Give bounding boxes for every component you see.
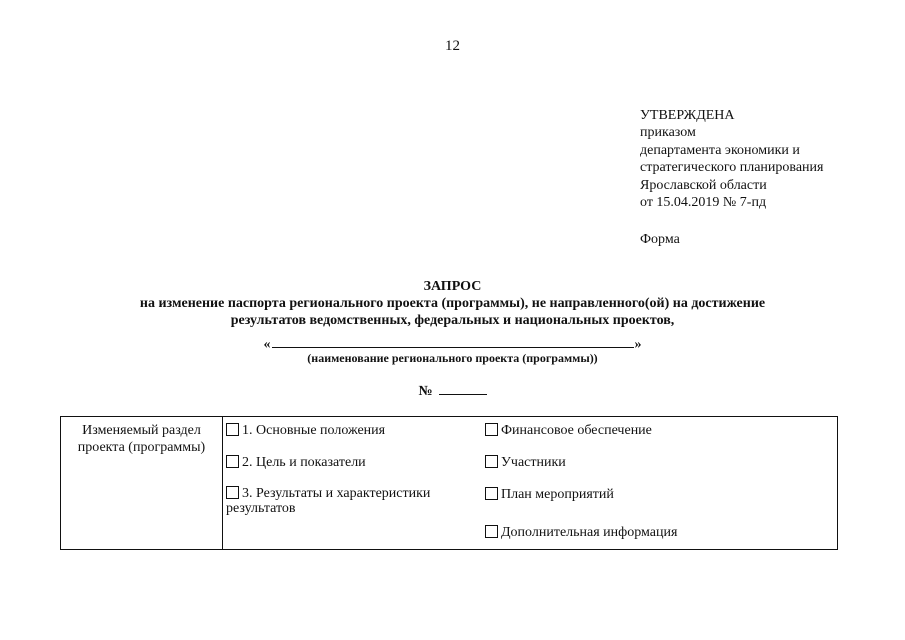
option-action-plan[interactable] bbox=[485, 487, 614, 502]
document-title bbox=[0, 278, 905, 329]
checkbox-icon[interactable] bbox=[485, 487, 498, 500]
title-heading: ЗАПРОС bbox=[423, 279, 482, 294]
option-main-provisions[interactable] bbox=[226, 423, 385, 438]
open-quote: « bbox=[263, 337, 271, 352]
close-quote: » bbox=[634, 337, 642, 352]
checkbox-icon[interactable] bbox=[485, 525, 498, 538]
checkbox-icon[interactable] bbox=[226, 486, 239, 499]
checkbox-icon[interactable] bbox=[226, 455, 239, 468]
option-label: План мероприятий bbox=[501, 487, 614, 502]
approval-line: стратегического планирования bbox=[640, 160, 824, 176]
option-results[interactable] bbox=[226, 486, 466, 516]
option-label: Участники bbox=[501, 455, 566, 470]
approval-line: от 15.04.2019 № 7-пд bbox=[640, 195, 767, 211]
section-selection-table bbox=[60, 416, 838, 550]
approval-line: приказом bbox=[640, 125, 696, 141]
number-sign: № bbox=[418, 384, 433, 399]
page-number: 12 bbox=[445, 38, 460, 54]
option-financing[interactable] bbox=[485, 423, 652, 438]
approval-stamp bbox=[640, 107, 823, 211]
option-label: Дополнительная информация bbox=[501, 525, 678, 540]
checkbox-icon[interactable] bbox=[485, 455, 498, 468]
option-participants[interactable] bbox=[485, 455, 566, 470]
title-line-1: на изменение паспорта регионального проекта (программы), не направленного(ой) на достижение bbox=[139, 296, 766, 311]
option-label: 2. Цель и показатели bbox=[242, 455, 366, 470]
option-label: Финансовое обеспечение bbox=[501, 423, 652, 438]
approval-line: УТВЕРЖДЕНА bbox=[640, 108, 735, 123]
checkbox-icon[interactable] bbox=[485, 423, 498, 436]
option-label: 3. Результаты и характеристики результатов bbox=[226, 486, 431, 516]
approval-line: департамента экономики и bbox=[640, 142, 800, 158]
option-goal-indicators[interactable] bbox=[226, 455, 366, 470]
checkbox-icon[interactable] bbox=[226, 423, 239, 436]
option-label: 1. Основные положения bbox=[242, 423, 386, 438]
title-line-2: результатов ведомственных, федеральных и национальных проектов, bbox=[230, 313, 675, 328]
approval-line: Ярославской области bbox=[640, 177, 767, 193]
row-header-label: Изменяемый раздел проекта (программы) bbox=[77, 423, 206, 455]
option-additional-info[interactable] bbox=[485, 525, 677, 540]
column-divider bbox=[222, 417, 223, 549]
project-name-caption: (наименование регионального проекта (программы)) bbox=[307, 351, 598, 365]
project-name-blank[interactable] bbox=[272, 335, 634, 348]
request-number-blank[interactable] bbox=[439, 382, 487, 395]
request-number-field[interactable] bbox=[0, 382, 905, 400]
form-label: Форма bbox=[640, 232, 680, 247]
